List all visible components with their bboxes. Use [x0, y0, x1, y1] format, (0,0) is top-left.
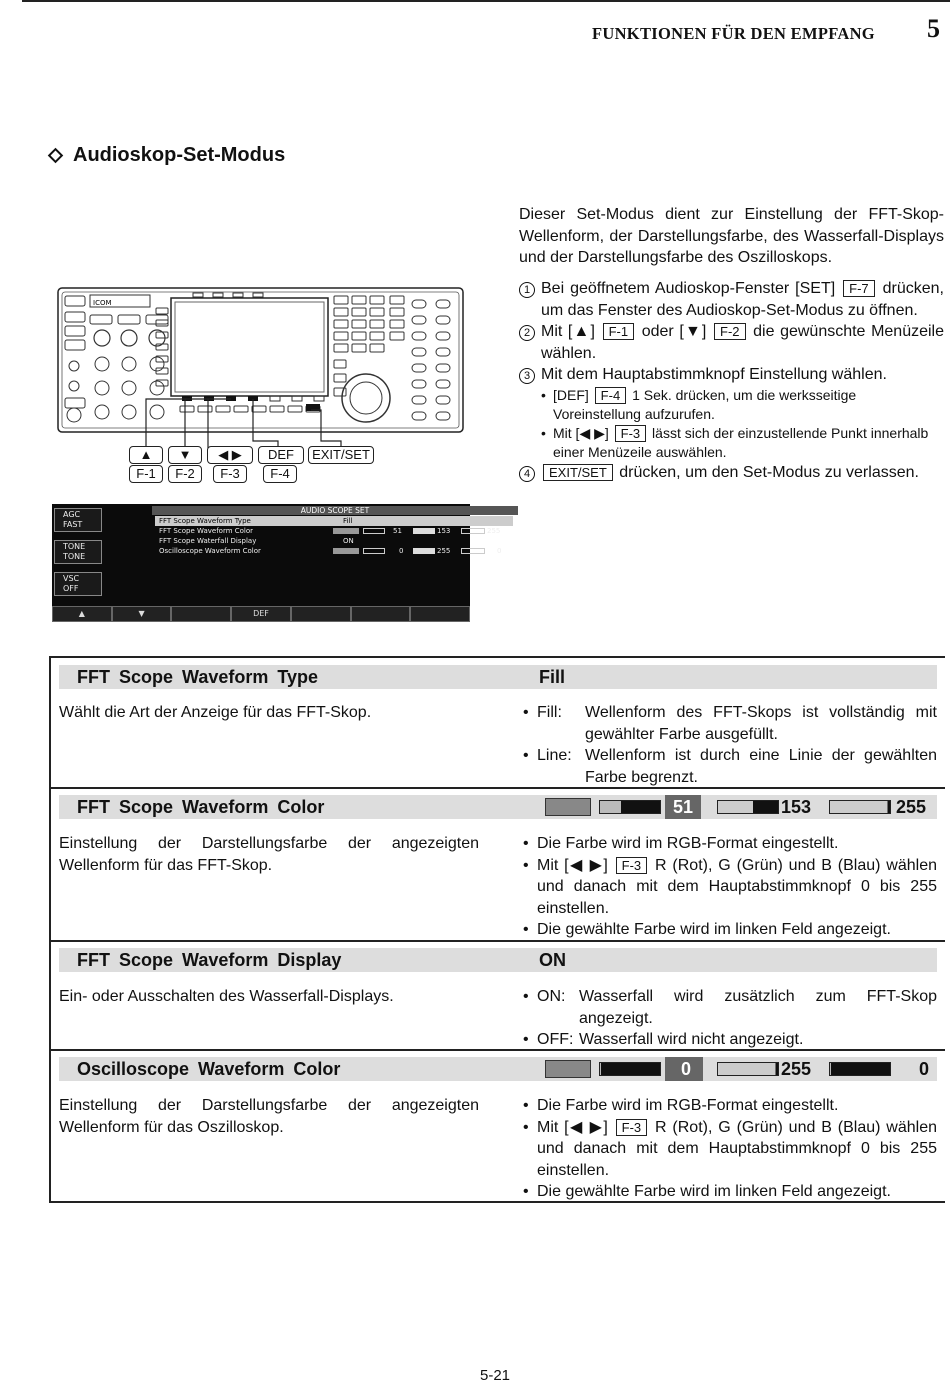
side-button-agc: AGC FAST — [54, 508, 102, 532]
color-swatch — [545, 798, 591, 816]
bullet-text: Mit [◀ ▶] — [537, 1118, 608, 1136]
step-text: [DEF] — [553, 386, 589, 403]
audio-scope-set-screen — [52, 504, 502, 622]
side-button-vsc: VSC OFF — [54, 572, 102, 596]
step-text: 1 Sek. drücken, um die werksseitige Voreinstellung aufzurufen. — [553, 386, 857, 422]
radio-illustration — [56, 286, 466, 491]
red-level-bar — [599, 1062, 661, 1076]
key-f1: F-1 — [603, 323, 635, 340]
row-divider — [51, 1049, 945, 1051]
step-number: 1 — [519, 282, 535, 298]
green-value: 153 — [781, 797, 812, 817]
row-value: ON — [539, 950, 566, 970]
row-bullets: • Die Farbe wird im RGB-Format eingestellt. • Mit [◀ ▶] F-3 R (Rot), G (Grün) und B (Blau) wählen und danach mit dem Hauptabstimmknopf 0 bis 255 einstellen. • Die gewählte Farbe wird im linken Feld angezeigt. — [523, 833, 937, 941]
row-description: Einstellung der Darstellungsfarbe der angezeigten Wellenform für das FFT-Skop. — [59, 835, 479, 874]
step-text: drücken, um den Set-Modus zu verlassen. — [619, 463, 919, 481]
blue-value: 0 — [919, 1059, 930, 1079]
screen-row: FFT Scope Waterfall Display ON — [159, 537, 354, 545]
bullet-text: Die Farbe wird im RGB-Format eingestellt. — [537, 835, 839, 852]
step-text: drücken, um das Fenster des Audioskop-Set-Modus zu öffnen. — [541, 280, 944, 319]
step-2 — [519, 321, 944, 364]
bullet-text: Die gewählte Farbe wird im linken Feld angezeigt. — [537, 1183, 891, 1200]
step-4 — [519, 462, 944, 484]
chapter-title: FUNKTIONEN FÜR DEN EMPFANG — [592, 24, 875, 43]
bullet-text: Wellenform ist durch eine Linie der gewählten Farbe begrenzt. — [585, 747, 937, 786]
bullet-text: Mit [◀ ▶] — [537, 856, 608, 874]
exit-set-key: EXIT/SET — [308, 446, 374, 464]
row-header-oscilloscope-color — [59, 1057, 937, 1081]
row-name: FFT Scope Waveform Type — [77, 667, 319, 687]
screen-f7 — [410, 606, 470, 622]
row-header-waveform-display — [59, 948, 937, 972]
step-text: Mit [▲] — [541, 323, 595, 340]
section-heading — [50, 144, 285, 167]
red-value: 51 — [665, 795, 701, 819]
step-text: oder [▼] — [641, 323, 707, 340]
f4-key: F-4 — [263, 465, 297, 483]
key-f3: F-3 — [615, 425, 647, 442]
f2-key: F-2 — [168, 465, 202, 483]
step-3 — [519, 364, 944, 386]
bullet-text: R (Rot), G (Grün) und B (Blau) wählen und danach mit dem Hauptabstimmknopf 0 bis 255 einstellen. — [537, 1118, 938, 1179]
side-button-tone: TONE TONE — [54, 540, 102, 564]
def-key: DEF — [258, 446, 304, 464]
page-number: 5-21 — [480, 1367, 511, 1384]
bullet-label: OFF: — [537, 1031, 574, 1048]
bullet-label: Fill: — [537, 704, 562, 721]
screen-f4: DEF — [231, 606, 291, 622]
blue-level-bar — [829, 800, 891, 814]
row-name: Oscilloscope Waveform Color — [77, 1059, 341, 1079]
row-name: FFT Scope Waveform Display — [77, 950, 342, 970]
row-value: Fill — [539, 667, 565, 687]
section-title: Audioskop-Set-Modus — [73, 144, 286, 166]
screen-f1: ▲ — [52, 606, 112, 622]
row-name: FFT Scope Waveform Color — [77, 797, 325, 817]
diamond-icon — [48, 148, 64, 164]
step-3-sub-1: • [DEF] F-4 1 Sek. drücken, um die werksseitige Voreinstellung aufzurufen. — [541, 386, 857, 422]
blue-value: 255 — [896, 797, 927, 817]
screen-f3 — [171, 606, 231, 622]
intro-text: Dieser Set-Modus dient zur Einstellung der FFT-Skop-Wellenform, der Darstellungsfarbe, des Wasserfall-Displays und der Darstellungsfarbe des Oszilloskops. — [519, 206, 944, 266]
step-text: lässt sich der einzustellende Punkt innerhalb einer Menüzeile auswählen. — [553, 424, 929, 460]
steps-list — [519, 278, 944, 483]
f3-key: F-3 — [213, 465, 247, 483]
screen-function-bar — [52, 606, 470, 622]
green-value: 255 — [781, 1059, 812, 1079]
green-level-bar — [717, 800, 779, 814]
left-right-key: ◀ ▶ — [207, 446, 253, 464]
brand-label: ICOM — [93, 299, 112, 307]
screen-row: FFT Scope Waveform Color 51 153 255 — [159, 527, 501, 535]
row-bullets: • Die Farbe wird im RGB-Format eingestellt. • Mit [◀ ▶] F-3 R (Rot), G (Grün) und B (Blau) wählen und danach mit dem Hauptabstimmknopf 0 bis 255 einstellen. • Die gewählte Farbe wird im linken Feld angezeigt. — [523, 1095, 937, 1203]
chapter-number: 5 — [927, 14, 940, 43]
key-f2: F-2 — [714, 323, 746, 340]
row-description: Ein- oder Ausschalten des Wasserfall-Displays. — [59, 988, 394, 1005]
step-text: Bei geöffnetem Audioskop-Fenster [SET] — [541, 280, 836, 297]
bullet-text: Die gewählte Farbe wird im linken Feld angezeigt. — [537, 921, 891, 938]
bullet-text: Die Farbe wird im RGB-Format eingestellt. — [537, 1097, 839, 1114]
key-f7: F-7 — [843, 280, 875, 297]
row-bullets: • Fill: Wellenform des FFT-Skops ist vollständig mit gewählter Farbe ausgefüllt. • Line: Wellenform ist durch eine Linie der gewählten Farbe begrenzt. — [523, 702, 937, 788]
bullet-text: R (Rot), G (Grün) und B (Blau) wählen und danach mit dem Hauptabstimmknopf 0 bis 255 einstellen. — [537, 856, 938, 917]
row-bullets: • ON: Wasserfall wird zusätzlich zum FFT-Skop angezeigt. • OFF: Wasserfall wird nicht angezeigt. — [523, 986, 937, 1051]
screen-title: AUDIO SCOPE SET — [152, 506, 518, 515]
key-f3: F-3 — [616, 1119, 648, 1136]
screen-f6 — [351, 606, 411, 622]
row-divider — [51, 787, 945, 789]
step-text: Mit dem Hauptabstimmknopf Einstellung wählen. — [541, 366, 887, 383]
screen-row: FFT Scope Waveform Type Fill — [155, 516, 513, 526]
screen-row: Oscilloscope Waveform Color 0 255 0 — [159, 547, 502, 555]
red-level-bar — [599, 800, 661, 814]
row-header-waveform-type — [59, 665, 937, 689]
step-1 — [519, 278, 944, 321]
bullet-label: ON: — [537, 988, 566, 1005]
bullet-label: Line: — [537, 747, 572, 764]
screen-f5 — [291, 606, 351, 622]
red-value: 0 — [665, 1057, 703, 1081]
step-number: 4 — [519, 466, 535, 482]
bullet-text: Wellenform des FFT-Skops ist vollständig mit gewählter Farbe ausgefüllt. — [585, 704, 937, 743]
row-divider — [51, 940, 945, 942]
key-exit-set: EXIT/SET — [543, 464, 613, 481]
row-description: Wählt die Art der Anzeige für das FFT-Skop. — [59, 704, 372, 721]
row-description: Einstellung der Darstellungsfarbe der angezeigten Wellenform für das Oszilloskop. — [59, 1097, 479, 1136]
step-number: 2 — [519, 325, 535, 341]
color-swatch — [545, 1060, 591, 1078]
step-text: Mit [◀ ▶] — [553, 424, 609, 441]
up-key: ▲ — [129, 446, 163, 464]
blue-level-bar — [829, 1062, 891, 1076]
f1-key: F-1 — [129, 465, 163, 483]
step-text: die gewünschte Menüzeile wählen. — [541, 323, 944, 362]
settings-table — [49, 656, 945, 1203]
header-rule — [22, 0, 950, 2]
step-3-sub-2: • Mit [◀ ▶] F-3 lässt sich der einzustellende Punkt innerhalb einer Menüzeile auswählen. — [541, 424, 929, 460]
key-f3: F-3 — [616, 857, 648, 874]
screen-f2: ▼ — [112, 606, 172, 622]
green-level-bar — [717, 1062, 779, 1076]
key-f4: F-4 — [595, 387, 627, 404]
row-header-waveform-color — [59, 795, 937, 819]
bullet-text: Wasserfall wird nicht angezeigt. — [579, 1031, 804, 1048]
bullet-text: Wasserfall wird zusätzlich zum FFT-Skop angezeigt. — [579, 988, 937, 1027]
down-key: ▼ — [168, 446, 202, 464]
step-number: 3 — [519, 368, 535, 384]
